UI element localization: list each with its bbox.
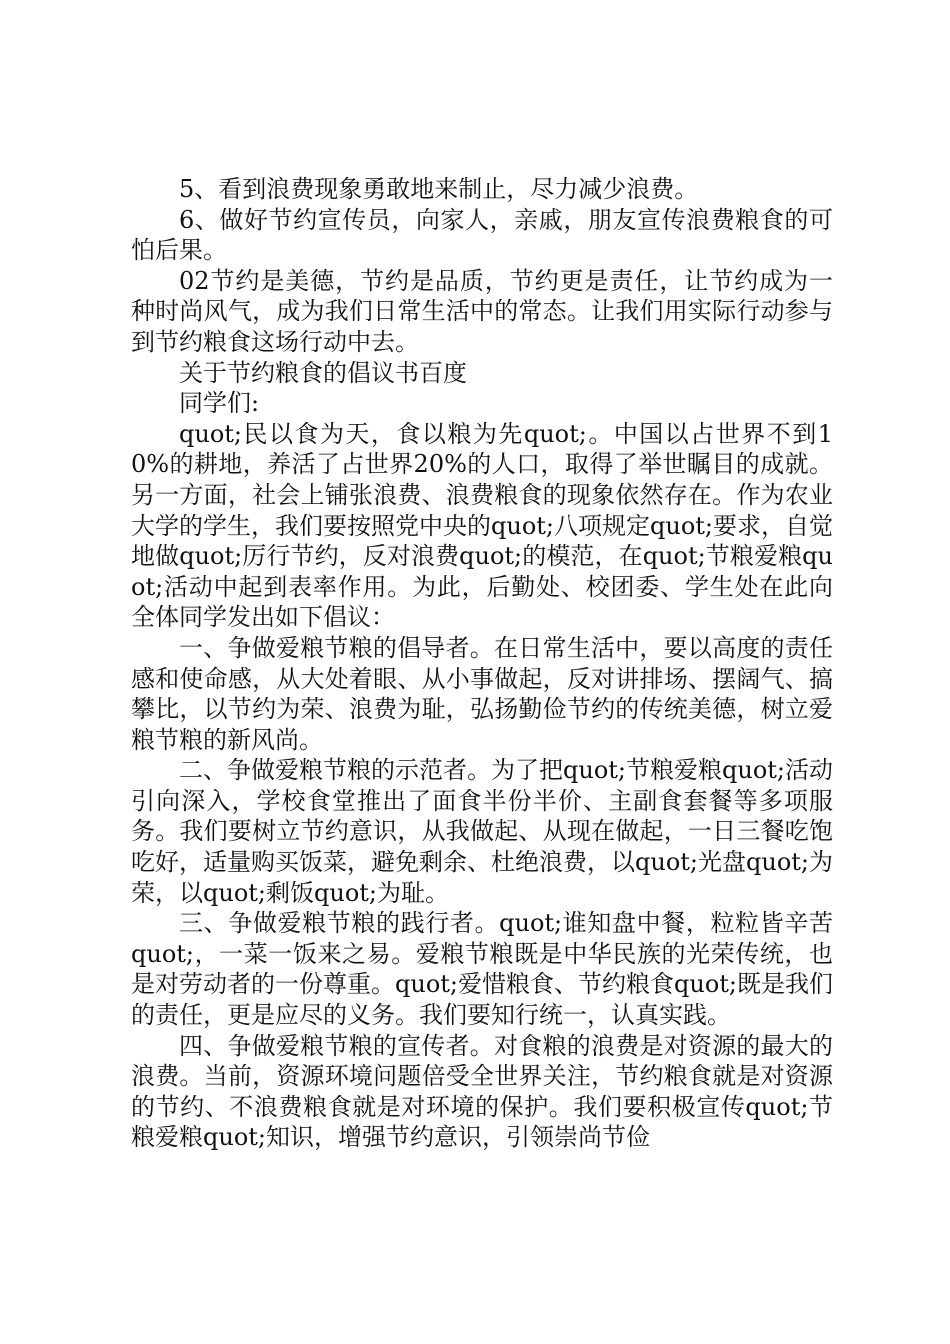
section-title: 关于节约粮食的倡议书百度 — [179, 358, 467, 387]
paragraph-proposal-1: 一、争做爱粮节粮的倡导者。在日常生活中，要以高度的责任感和使命感，从大处着眼、从小事做起，反对讲排场、摆阔气、搞攀比，以节约为荣、浪费为耻，弘扬勤俭节约的传统美德，树立爱粮节粮的新风尚。 — [131, 633, 833, 754]
paragraph-proposal-4: 四、争做爱粮节粮的宣传者。对食粮的浪费是对资源的最大的浪费。当前，资源环境问题倍受全世界关注，节约粮食就是对资源的节约、不浪费粮食就是对环境的保护。我们要积极宣传quot;节粮爱粮quot;知识，增强节约意识，引领崇尚节俭 — [131, 1031, 833, 1152]
paragraph-02-intro: 02节约是美德，节约是品质，节约更是责任，让节约成为一种时尚风气，成为我们日常生活中的常态。让我们用实际行动参与到节约粮食这场行动中去。 — [131, 266, 833, 356]
salutation: 同学们: — [179, 389, 260, 418]
paragraph-intro-body: quot;民以食为天，食以粮为先quot;。中国以占世界不到10%的耕地，养活了占世界20%的人口，取得了举世瞩目的成就。另一方面，社会上铺张浪费、浪费粮食的现象依然存在。作为农业大学的学生，我们要按照党中央的quot;八项规定quot;要求，自觉地做quot;厉行节约，反对浪费quot;的模范，在quot;节粮爱粮quot;活动中起到表率作用。为此，后勤处、校团委、学生处在此向全体同学发出如下倡议： — [131, 419, 833, 632]
paragraph-item-5: 5、看到浪费现象勇敢地来制止，尽力减少浪费。 — [179, 175, 699, 203]
paragraph-item-6: 6、做好节约宣传员，向家人，亲戚，朋友宣传浪费粮食的可怕后果。 — [131, 205, 833, 265]
paragraph-proposal-3: 三、争做爱粮节粮的践行者。quot;谁知盘中餐，粒粒皆辛苦quot;，一菜一饭来之易。爱粮节粮既是中华民族的光荣传统，也是对劳动者的一份尊重。quot;爱惜粮食、节约粮食quot;既是我们的责任，更是应尽的义务。我们要知行统一，认真实践。 — [131, 909, 833, 1030]
paragraph-proposal-2: 二、争做爱粮节粮的示范者。为了把quot;节粮爱粮quot;活动引向深入，学校食堂推出了面食半份半价、主副食套餐等多项服务。我们要树立节约意识，从我做起、从现在做起，一日三餐吃饱吃好，适量购买饭菜，避免剩余、杜绝浪费，以quot;光盘quot;为荣，以quot;剩饭quot;为耻。 — [131, 756, 833, 907]
document-page — [131, 174, 833, 1153]
